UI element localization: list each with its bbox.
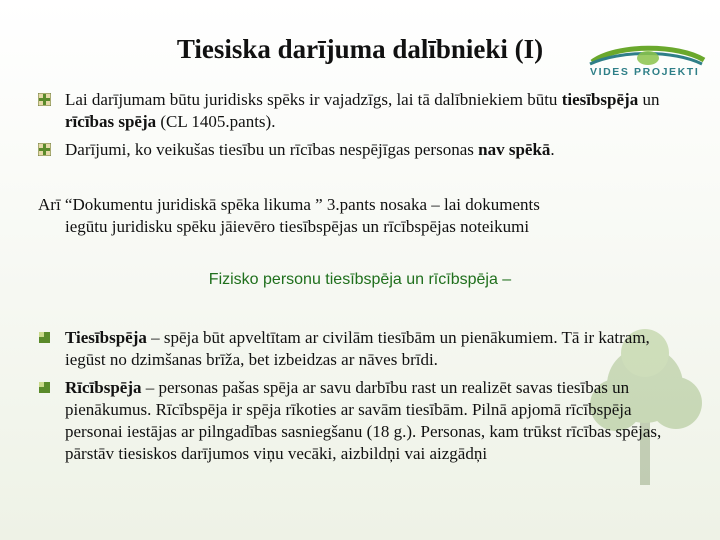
law-paragraph-line-2: iegūtu juridisku spēku jāievēro tiesībspējas un rīcībspējas noteikumi — [65, 217, 530, 236]
definition-text-ricibspeja: – personas pašas spēja ar savu darbību rast un realizēt savas tiesības un pienākumus. Rīcībspēja ir spēja rīkoties ar savām tiesībām. Pilnā apjomā rīcībspēja personai iestājas ar pilngadības sasniegšanu (18 g.). Personas, kam trūkst rīcības spējas, pārstāv tiesiskos darījumos viņu vecāki, aizbildņi vai aizgādņi — [65, 378, 662, 463]
square-bullet-icon — [38, 93, 51, 106]
definition-text-tiesibspeja: – spēja būt apveltītam ar civilām tiesībām un pienākumiem. Tā ir katram, iegūst no dzimšanas brīža, bet izbeidzas ar nāves brīdi. — [65, 328, 650, 369]
logo-text: VIDES PROJEKTI — [590, 66, 700, 78]
bullet-1-text-pre: Lai darījumam būtu juridisks spēks ir vajadzīgs, lai tā dalībniekiem būtu — [65, 90, 562, 109]
square-bullet-icon — [38, 331, 51, 344]
definition-item-ricibspeja — [38, 377, 688, 465]
bullet-item-1 — [38, 89, 688, 133]
definition-term-tiesibspeja: Tiesībspēja — [65, 328, 147, 347]
slide-title: Tiesiska darījuma dalībnieki (I) — [176, 34, 544, 64]
law-paragraph — [38, 194, 688, 238]
section-subheading: Fizisko personu tiesībspēja un rīcībspēja – — [208, 271, 512, 288]
bullet-2-text-post: . — [550, 140, 555, 159]
definition-term-ricibspeja: Rīcībspēja — [65, 378, 142, 397]
law-paragraph-line-1: Arī “Dokumentu juridiskā spēka likuma ” 3.pants nosaka – lai dokuments — [38, 195, 540, 214]
bullet-2-term-nav-speka: nav spēkā — [478, 140, 551, 159]
definition-item-tiesibspeja — [38, 327, 688, 371]
bullet-1-text-post: (CL 1405.pants). — [156, 112, 276, 131]
square-bullet-icon — [38, 381, 51, 394]
bullet-1-term-tiesibspeja: tiesībspēja — [561, 90, 639, 109]
bullet-item-2 — [38, 139, 688, 161]
bullet-1-text-mid: un — [638, 90, 660, 109]
bullet-1-term-ricibas-speja: rīcības spēja — [65, 112, 157, 131]
square-bullet-icon — [38, 143, 51, 156]
bullet-2-text-pre: Darījumi, ko veikušas tiesību un rīcības nespējīgas personas — [65, 140, 479, 159]
